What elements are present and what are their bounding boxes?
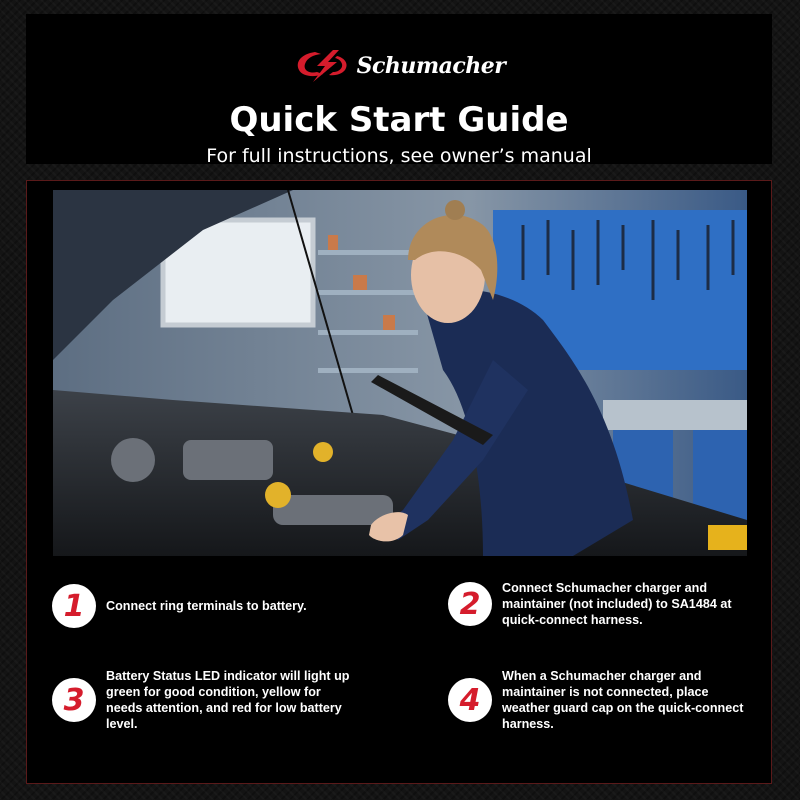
step-text: Battery Status LED indicator will light up green for good condition, yellow for needs attention, and red for low battery level. <box>106 669 350 731</box>
step-number-badge: 3 <box>52 678 96 722</box>
header <box>26 14 772 167</box>
step-text: When a Schumacher charger and maintainer is not connected, place weather guard cap on the quick-connect harness. <box>502 669 744 731</box>
step-number-badge: 2 <box>448 582 492 626</box>
step-3 <box>52 668 351 732</box>
step-4 <box>448 668 752 732</box>
mechanic-photo <box>53 190 747 556</box>
brand-logo <box>26 46 772 86</box>
step-number-badge: 4 <box>448 678 492 722</box>
step-text: Connect Schumacher charger and maintainer (not included) to SA1484 at quick-connect harness. <box>502 581 732 627</box>
page-title: Quick Start Guide <box>229 100 569 140</box>
step-number-badge: 1 <box>52 584 96 628</box>
page-subtitle: For full instructions, see owner’s manual <box>206 145 592 167</box>
brand-name: Schumacher <box>356 53 506 79</box>
step-1 <box>52 584 307 628</box>
lightning-icon <box>293 48 351 84</box>
step-text: Connect ring terminals to battery. <box>106 599 307 613</box>
step-2 <box>448 580 752 628</box>
